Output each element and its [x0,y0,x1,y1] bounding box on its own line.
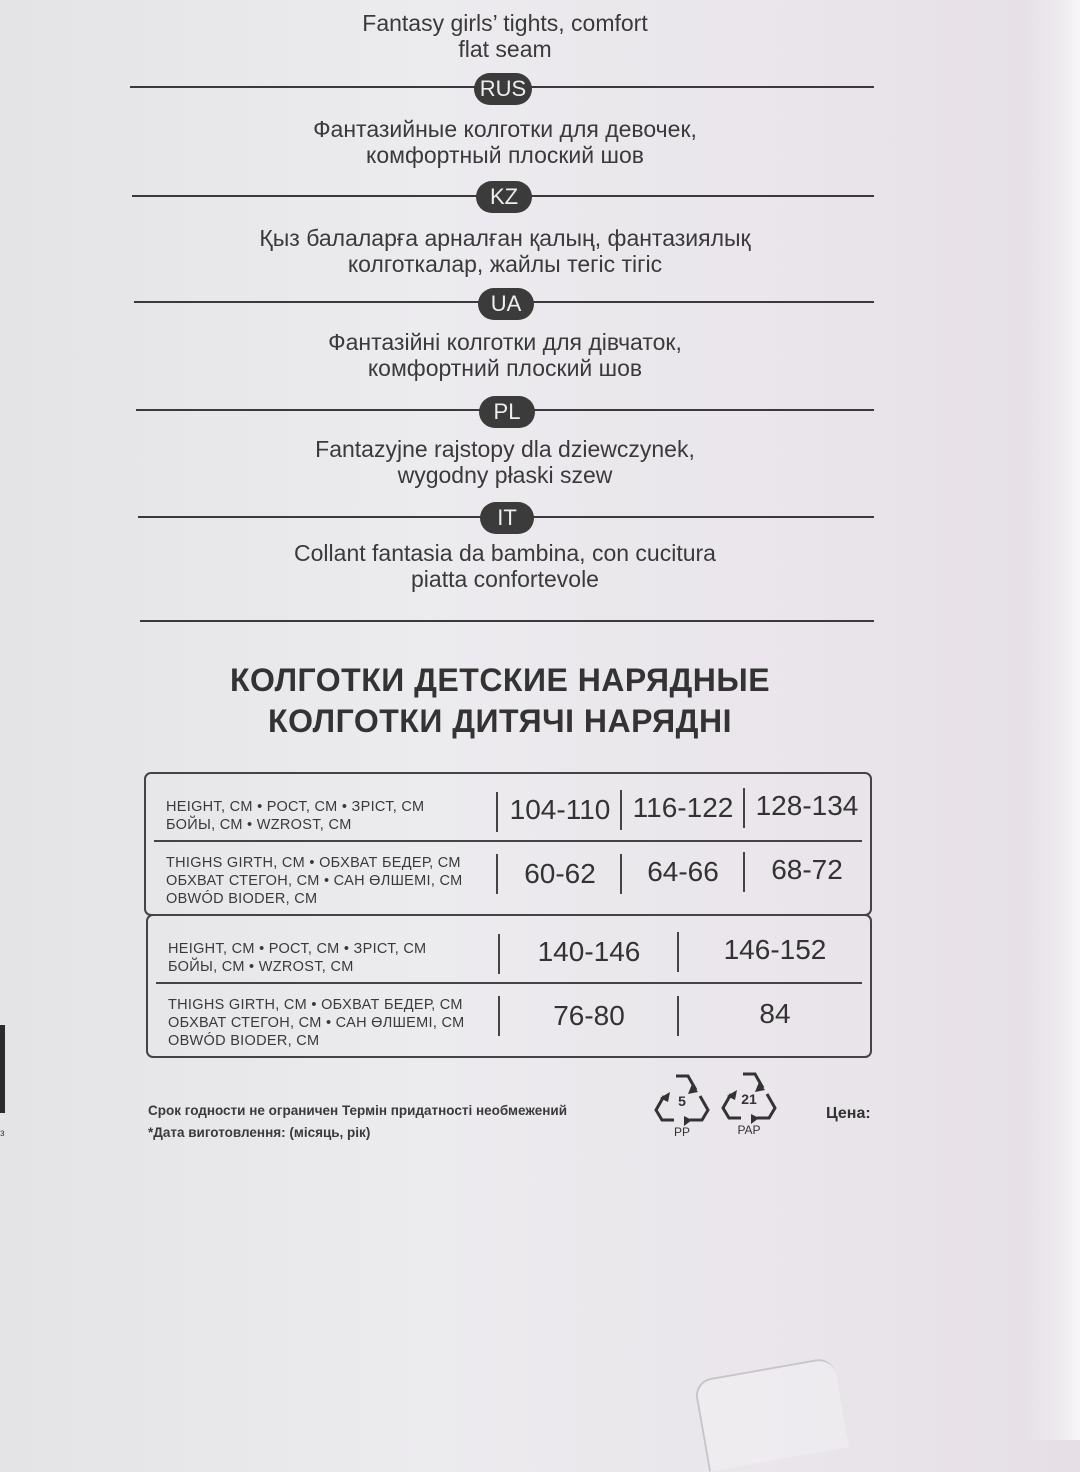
shelf-life-text [148,1100,567,1144]
height-label [166,798,424,834]
girth-label [166,854,462,908]
language-badge-pl: PL [479,396,535,428]
language-badge-rus: RUS [474,73,532,105]
label-line: ОБХВАТ СТЕГОН, СМ • САН ӨЛШЕМІ, СМ [168,1015,465,1031]
description-line: Fantazyjne rajstopy dla dziewczynek, [315,436,695,462]
height-value: 128-134 [755,790,859,821]
column-separator [498,934,500,974]
language-badge-kz: KZ [476,181,532,213]
description-kz [200,225,810,277]
edge-mark-text: з [0,1128,5,1139]
recycle-number: 21 [741,1091,757,1107]
language-badge-ua: UA [478,288,534,320]
recycle-number: 5 [678,1093,686,1109]
label-line: HEIGHT, CM • РОСТ, СМ • ЗРІСТ, СМ [168,941,427,957]
girth-value: 84 [759,998,791,1029]
language-badge-it: IT [480,502,534,534]
description-line: Collant fantasia da bambina, con cucitura [294,540,716,566]
description-it [205,540,805,592]
description-ua [230,329,780,381]
divider-line [140,620,874,622]
girth-value: 76-80 [553,1000,625,1031]
hang-tab-flap [693,1356,849,1471]
description-line: Қыз балаларға арналған қалың, фантазиялық [259,225,751,251]
column-separator [496,792,498,832]
description-line: колготкалар, жайлы тегіс тігіс [347,251,663,277]
column-separator [743,788,745,828]
description-pl [230,436,780,488]
height-label [168,940,426,976]
recycle-label: PAP [737,1123,761,1137]
left-frame-edge [0,1025,5,1113]
label-line: OBWÓD BIODER, CM [168,1033,320,1049]
manufacture-date-line: *Дата виготовлення: (місяць, рік) [148,1125,371,1140]
size-table-2 [146,914,872,1058]
product-title-ua: КОЛГОТКИ ДИТЯЧІ НАРЯДНІ [268,703,732,739]
label-line: БОЙЫ, СМ • WZROST, CM [168,959,354,975]
column-separator [620,854,622,894]
label-line: THIGHS GIRTH, CM • ОБХВАТ БЕДЕР, СМ [166,855,461,871]
recycle-pp-icon [650,1070,714,1140]
row-separator [154,840,862,842]
girth-value: 60-62 [524,858,596,889]
row-separator [156,982,862,984]
column-separator [496,854,498,894]
recycle-pap-icon [717,1068,781,1138]
product-title-ru: КОЛГОТКИ ДЕТСКИЕ НАРЯДНЫЕ [229,662,771,698]
height-value: 104-110 [509,794,611,825]
description-line: wygodny płaski szew [397,462,613,488]
package-edge-shadow [1020,0,1080,1440]
description-line: flat seam [458,36,552,62]
description-line: Фантазийные колготки для девочек, [313,116,697,142]
size-table-1 [144,772,872,916]
description-line: комфортный плоский шов [366,142,644,168]
label-line: ОБХВАТ СТЕГОН, СМ • САН ӨЛШЕМІ, СМ [166,873,463,889]
girth-value: 68-72 [771,854,843,885]
column-separator [743,852,745,892]
column-separator [498,996,500,1036]
recycle-label: PP [673,1125,690,1139]
description-line: комфортний плоский шов [367,355,643,381]
height-value: 116-122 [632,792,734,823]
price-label: Цена: [826,1105,871,1122]
shelf-life-line: Срок годности не ограничен Термін придатності необмежений [148,1103,568,1118]
girth-value: 64-66 [647,856,719,887]
label-line: OBWÓD BIODER, CM [166,891,318,907]
description-line: Fantasy girls’ tights, comfort [362,10,648,36]
description-rus [230,116,780,168]
column-separator [677,996,679,1036]
label-line: THIGHS GIRTH, CM • ОБХВАТ БЕДЕР, СМ [168,997,463,1013]
column-separator [677,932,679,972]
label-line: HEIGHT, CM • РОСТ, СМ • ЗРІСТ, СМ [166,799,425,815]
height-value: 146-152 [723,934,827,965]
height-value: 140-146 [537,936,641,967]
description-line: piatta confortevole [411,566,599,592]
description-en [230,10,780,62]
column-separator [620,790,622,830]
label-line: БОЙЫ, СМ • WZROST, CM [166,817,352,833]
description-line: Фантазійні колготки для дівчаток, [328,329,682,355]
girth-label [168,996,464,1050]
